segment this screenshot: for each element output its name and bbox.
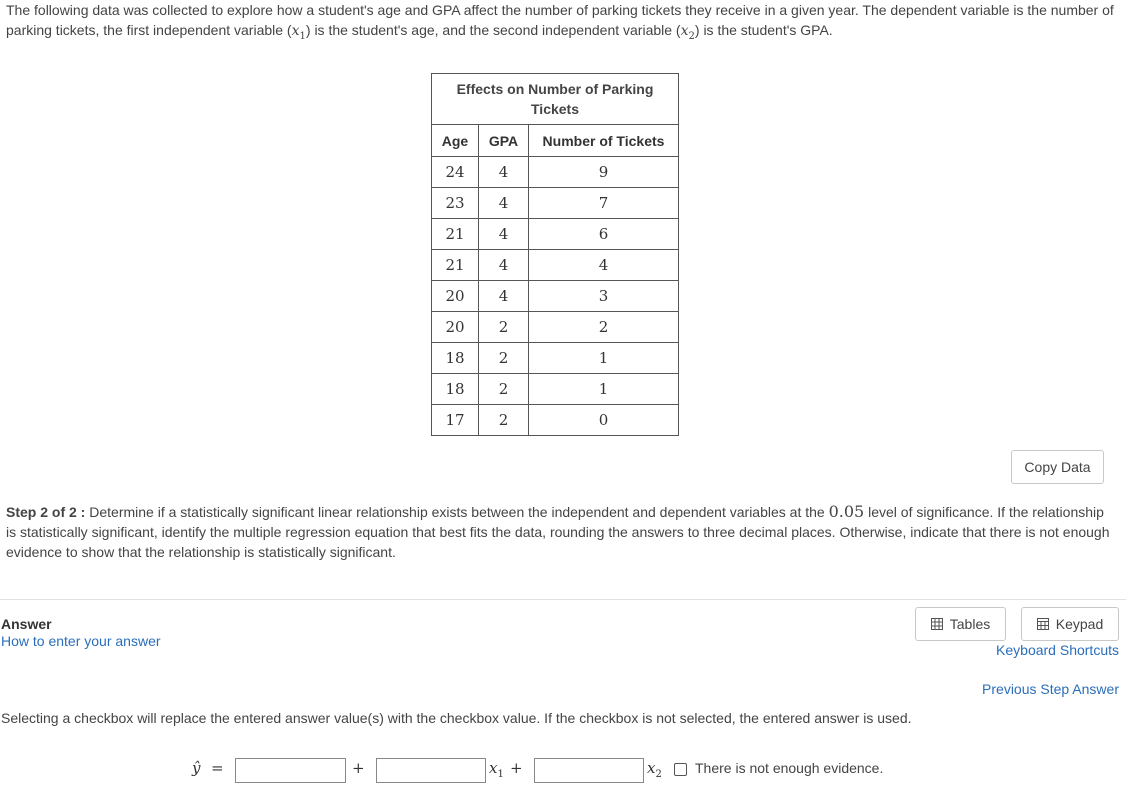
plus-sign: +: [352, 759, 365, 777]
cell-age: 23: [432, 188, 479, 219]
cell-tickets: 4: [529, 250, 679, 281]
cell-gpa: 4: [479, 157, 529, 188]
cell-age: 20: [432, 281, 479, 312]
cell-tickets: 3: [529, 281, 679, 312]
header-age: Age: [432, 125, 479, 157]
table-caption: Effects on Number of Parking Tickets: [432, 74, 679, 125]
data-table: [431, 73, 679, 436]
cell-tickets: 9: [529, 157, 679, 188]
copy-data-label: Copy Data: [1024, 459, 1091, 475]
how-to-enter-link[interactable]: How to enter your answer: [1, 633, 161, 649]
cell-gpa: 4: [479, 188, 529, 219]
step-text-2: level of significance. If the relationship is statistically significant, identify the multiple regression equation that best fits the data, rounding the answers to three decimal places. Otherwise, indicate that there is not enough evidence to show that the relationship is statistically significant.: [6, 504, 1110, 560]
copy-data-button[interactable]: [1011, 450, 1104, 484]
equals-sign: =: [211, 759, 224, 777]
divider: [0, 599, 1126, 600]
x2-symbol: $x_2$: [680, 23, 695, 42]
keypad-label: Keypad: [1055, 616, 1104, 632]
cell-age: 18: [432, 343, 479, 374]
x1-variable: $x_1$: [489, 759, 504, 780]
table-row: [432, 157, 679, 188]
intro-text-3: ) is the student's GPA.: [694, 22, 833, 38]
x1-symbol: $x_1$: [291, 23, 306, 42]
cell-tickets: 7: [529, 188, 679, 219]
table-row: [432, 188, 679, 219]
cell-age: 17: [432, 405, 479, 436]
tables-button[interactable]: [915, 607, 1006, 641]
step-label: Step 2 of 2 :: [6, 504, 86, 520]
not-enough-evidence-label[interactable]: There is not enough evidence.: [695, 760, 884, 776]
cell-gpa: 2: [479, 343, 529, 374]
x2-variable: $x_2$: [647, 759, 662, 780]
checkbox-note: Selecting a checkbox will replace the entered answer value(s) with the checkbox value. If the checkbox is not selected, the entered answer is used.: [1, 710, 912, 726]
table-row: [432, 405, 679, 436]
cell-gpa: 4: [479, 281, 529, 312]
intro-text-1: The following data was collected to explore how a student's age and GPA affect the number of parking tickets they receive in a given year. The dependent variable is the number of parking tickets, the first independent variable (: [6, 2, 1114, 38]
table-row: [432, 312, 679, 343]
not-enough-evidence-checkbox[interactable]: [674, 763, 687, 776]
problem-intro: [6, 0, 1116, 47]
x1-coefficient-input[interactable]: [376, 758, 486, 783]
table-row: [432, 250, 679, 281]
cell-gpa: 2: [479, 374, 529, 405]
previous-step-answer-link[interactable]: Previous Step Answer: [982, 681, 1119, 697]
table-row: [432, 374, 679, 405]
intercept-input[interactable]: [235, 758, 346, 783]
cell-gpa: 4: [479, 219, 529, 250]
table-row: [432, 343, 679, 374]
step-instructions: [6, 502, 1111, 562]
intro-text-2: ) is the student's age, and the second independent variable (: [305, 22, 681, 38]
cell-tickets: 2: [529, 312, 679, 343]
answer-heading: Answer: [1, 616, 52, 632]
cell-gpa: 2: [479, 405, 529, 436]
step-text-1: Determine if a statistically significant linear relationship exists between the independent and dependent variables at the: [85, 504, 829, 520]
header-tickets: Number of Tickets: [529, 125, 679, 157]
cell-gpa: 4: [479, 250, 529, 281]
x2-coefficient-input[interactable]: [534, 758, 644, 783]
table-row: [432, 219, 679, 250]
cell-tickets: 6: [529, 219, 679, 250]
cell-tickets: 1: [529, 343, 679, 374]
tables-label: Tables: [949, 616, 991, 632]
significance-level: 0.05: [828, 502, 865, 521]
cell-age: 21: [432, 219, 479, 250]
regression-equation: [0, 756, 1126, 786]
cell-age: 21: [432, 250, 479, 281]
cell-tickets: 1: [529, 374, 679, 405]
cell-age: 24: [432, 157, 479, 188]
keyboard-shortcuts-link[interactable]: Keyboard Shortcuts: [996, 642, 1119, 658]
cell-tickets: 0: [529, 405, 679, 436]
table-icon: [931, 618, 943, 630]
cell-age: 20: [432, 312, 479, 343]
cell-gpa: 2: [479, 312, 529, 343]
header-gpa: GPA: [479, 125, 529, 157]
plus-sign: +: [510, 759, 523, 777]
table-row: [432, 281, 679, 312]
keypad-button[interactable]: [1021, 607, 1119, 641]
y-hat-symbol: ŷ: [192, 759, 201, 777]
keypad-icon: [1037, 618, 1049, 630]
cell-age: 18: [432, 374, 479, 405]
